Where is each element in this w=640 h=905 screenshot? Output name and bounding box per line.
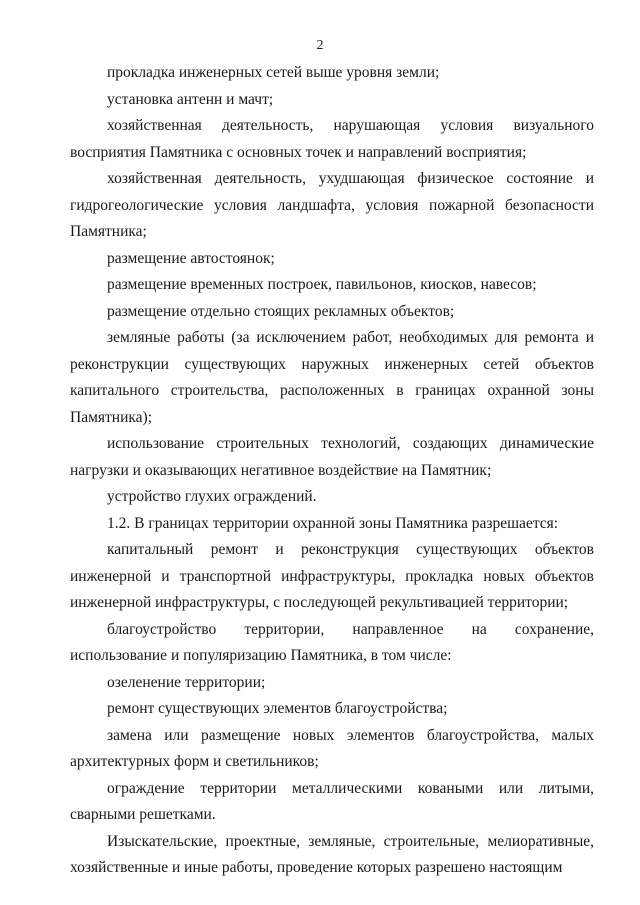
paragraph: хозяйственная деятельность, ухудшающая физическое состояние и гидрогеологические условия ландшафта, условия пожарной безопасности Памятника;: [70, 170, 594, 240]
paragraph: хозяйственная деятельность, нарушающая условия визуального восприятия Памятника с основных точек и направлений восприятия;: [70, 117, 594, 161]
paragraph: ограждение территории металлическими коваными или литыми, сварными решетками.: [70, 779, 594, 823]
paragraph: размещение временных построек, павильонов, киосков, навесов;: [107, 276, 537, 293]
page-number: 2: [316, 38, 324, 53]
paragraph: озеленение территории;: [107, 673, 266, 691]
paragraph: устройство глухих ограждений.: [107, 488, 317, 505]
paragraph: благоустройство территории, направленное на сохранение, использование и популяризацию Памятника, в том числе:: [70, 620, 594, 664]
paragraph: размещение автостоянок;: [107, 249, 275, 267]
paragraph: земляные работы (за исключением работ, необходимых для ремонта и реконструкции существующих наружных инженерных сетей объектов капитального строительства, расположенных в границах охранной зоны Памятника);: [70, 329, 594, 426]
paragraph: использование строительных технологий, создающих динамические нагрузки и оказывающих негативное воздействие на Памятник;: [70, 435, 594, 479]
paragraph: ремонт существующих элементов благоустройства;: [107, 700, 448, 717]
document-body: [70, 60, 594, 882]
paragraph: установка антенн и мачт;: [107, 90, 274, 108]
section-heading: 1.2. В границах территории охранной зоны Памятника разрешается:: [107, 514, 559, 532]
paragraph: капитальный ремонт и реконструкция существующих объектов инженерной и транспортной инфраструктуры, прокладка новых объектов инженерной инфраструктуры, с последующей рекультивацией территории;: [70, 541, 594, 611]
paragraph: замена или размещение новых элементов благоустройства, малых архитектурных форм и светильников;: [70, 726, 594, 770]
paragraph: размещение отдельно стоящих рекламных объектов;: [107, 302, 455, 320]
paragraph: прокладка инженерных сетей выше уровня земли;: [107, 64, 440, 81]
paragraph: Изыскательские, проектные, земляные, строительные, мелиоративные, хозяйственные и иные работы, проведение которых разрешено настоящим: [70, 832, 594, 876]
